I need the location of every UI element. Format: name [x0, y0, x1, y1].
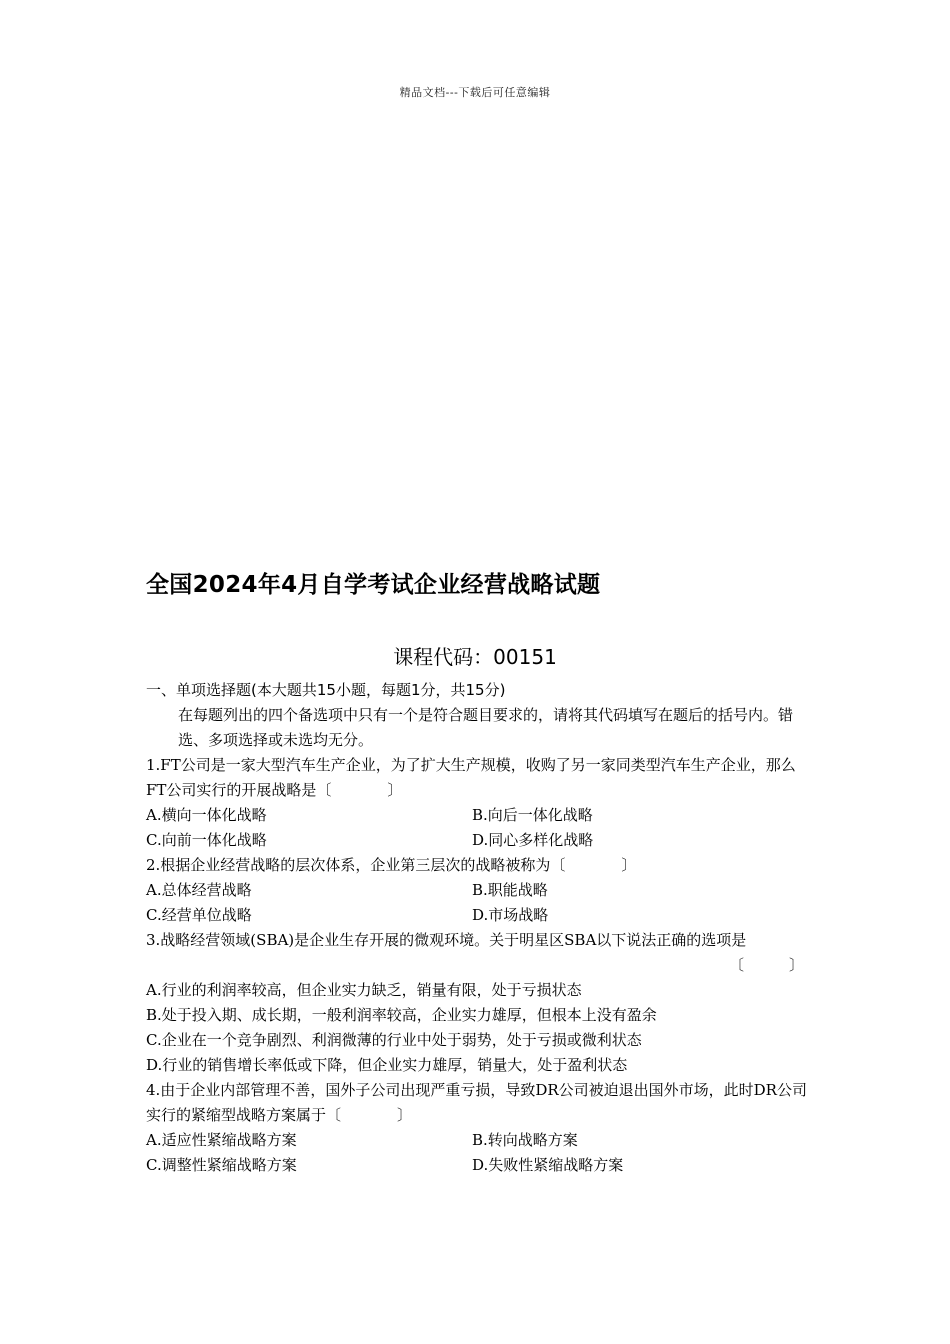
option-b: B.职能战略: [472, 881, 548, 899]
option-a: A.总体经营战略: [146, 881, 252, 899]
option-b: B.向后一体化战略: [472, 806, 593, 824]
option-d: D.行业的销售增长率低或下降，但企业实力雄厚，销量大，处于盈利状态: [146, 1056, 628, 1074]
question-1: [146, 753, 810, 803]
question-1-options-row-1: [146, 803, 810, 828]
section-instructions: 在每题列出的四个备选项中只有一个是符合题目要求的，请将其代码填写在题后的括号内。错选、多项选择或未选均无分。: [178, 706, 794, 749]
question-3-stem: 3.战略经营领域(SBA)是企业生存开展的微观环境。关于明星区SBA以下说法正确的选项是: [146, 931, 747, 949]
option-a: A.行业的利润率较高，但企业实力缺乏，销量有限，处于亏损状态: [146, 981, 582, 999]
question-4-stem: 4.由于企业内部管理不善，国外子公司出现严重亏损，导致DR公司被迫退出国外市场，此时DR公司实行的紧缩型战略方案属于〔: [146, 1081, 807, 1124]
question-2-options-row-2: [146, 903, 810, 928]
page-header: 精品文档---下载后可任意编辑: [399, 86, 551, 99]
question-3-answer-blank: 〔 〕: [728, 956, 804, 974]
option-c: C.经营单位战略: [146, 906, 252, 924]
option-b: B.处于投入期、成长期，一般利润率较高，企业实力雄厚，但根本上没有盈余: [146, 1006, 657, 1024]
question-3: [146, 928, 810, 953]
question-4-options-row-2: [146, 1153, 810, 1178]
option-d: D.同心多样化战略: [472, 831, 594, 849]
question-4-close: 〕: [397, 1106, 413, 1124]
exam-title: 全国2024年4月自学考试企业经营战略试题: [146, 572, 601, 598]
option-c: C.企业在一个竞争剧烈、利润微薄的行业中处于弱势，处于亏损或微利状态: [146, 1031, 642, 1049]
question-2: [146, 853, 810, 878]
question-2-stem: 2.根据企业经营战略的层次体系，企业第三层次的战略被称为〔: [146, 856, 566, 874]
course-code: 课程代码：00151: [393, 645, 557, 669]
option-a: A.适应性紧缩战略方案: [146, 1131, 297, 1149]
section-heading: 一、单项选择题(本大题共15小题，每题1分，共15分): [146, 681, 506, 699]
question-4-options-row-1: [146, 1128, 810, 1153]
question-1-stem: 1.FT公司是一家大型汽车生产企业，为了扩大生产规模，收购了另一家同类型汽车生产企业，那么FT公司实行的开展战略是〔: [146, 756, 796, 799]
exam-content: [146, 678, 810, 1178]
question-4: [146, 1078, 810, 1128]
option-a: A.横向一体化战略: [146, 806, 267, 824]
option-c: C.向前一体化战略: [146, 831, 267, 849]
option-d: D.市场战略: [472, 906, 549, 924]
option-d: D.失败性紧缩战略方案: [472, 1156, 624, 1174]
question-2-close: 〕: [621, 856, 637, 874]
option-b: B.转向战略方案: [472, 1131, 578, 1149]
question-1-options-row-2: [146, 828, 810, 853]
question-1-close: 〕: [387, 781, 403, 799]
option-c: C.调整性紧缩战略方案: [146, 1156, 297, 1174]
question-2-options-row-1: [146, 878, 810, 903]
